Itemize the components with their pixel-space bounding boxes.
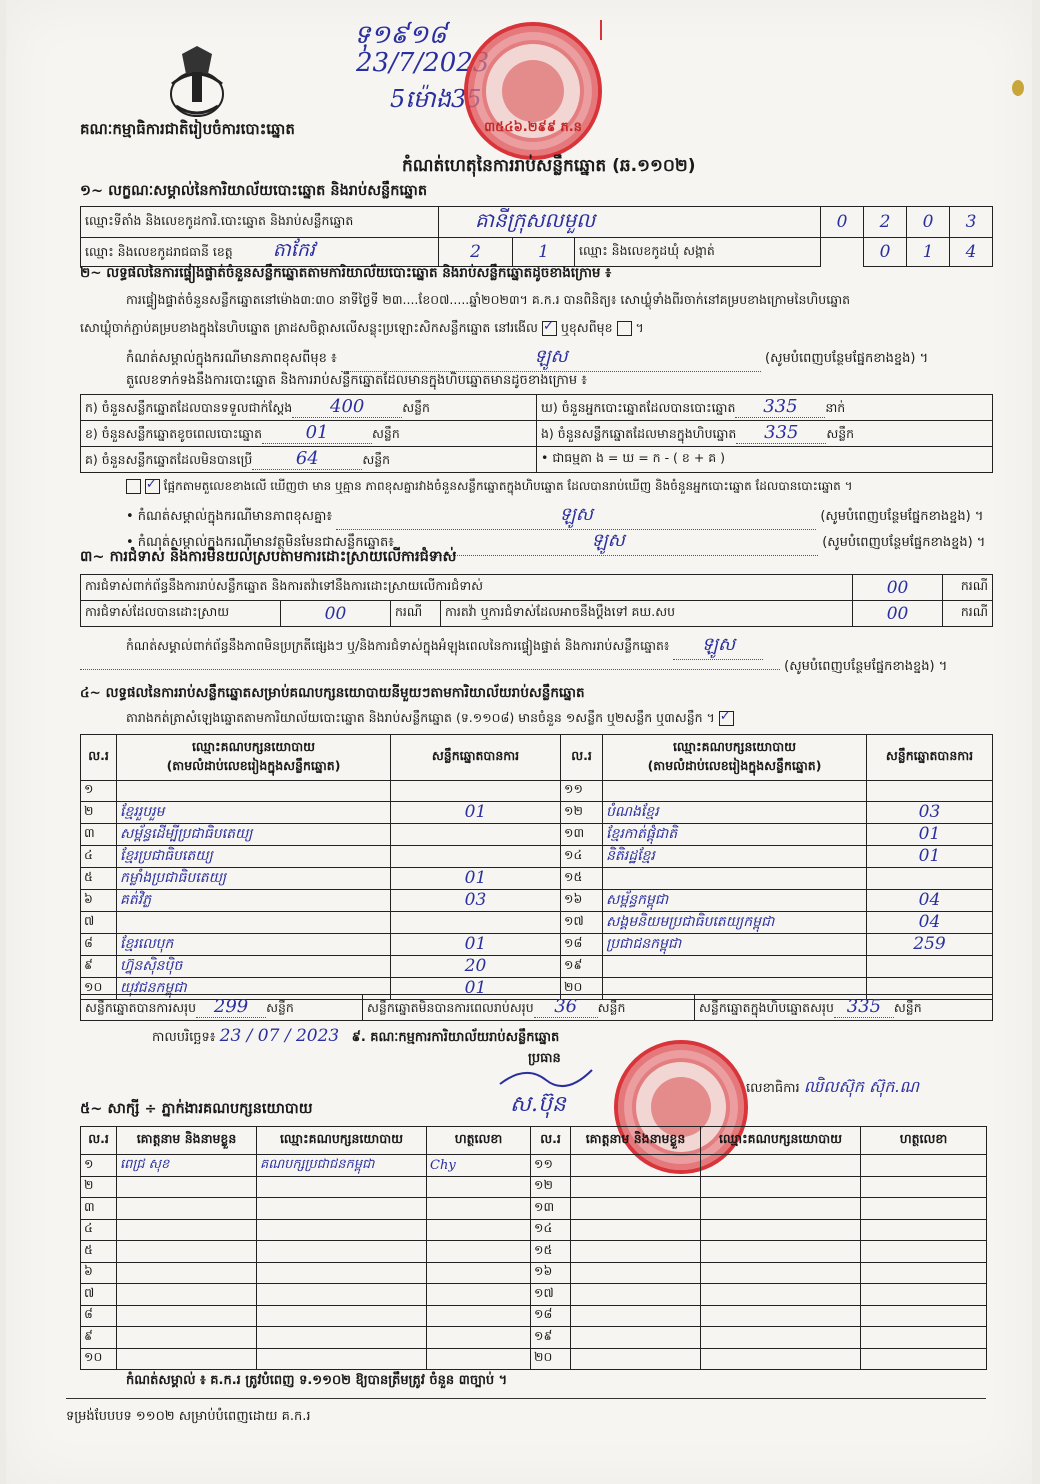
right-party: សង្គមនិយមប្រជាធិបតេយ្យកម្ពុជា (603, 911, 867, 933)
province-code-digit: 2 (439, 238, 513, 267)
left-no: ៧ (81, 1284, 117, 1306)
section5-heading: ៥~ សាក្សី ÷ ភ្នាក់ងារគណបក្សនយោបាយ (80, 1101, 313, 1117)
table-row (81, 1241, 987, 1263)
total-valid-label: សន្លឹកឆ្នោតបានការសរុប (85, 1000, 197, 1015)
left-no: ២ (81, 801, 117, 823)
sheet-count-3-checkbox (719, 711, 734, 726)
chair-signature: ស.ប៊ុន (510, 1092, 566, 1117)
left-no: ១០ (81, 977, 117, 999)
handwritten-date: 23/7/2023 (356, 48, 490, 78)
col-party-subtitle: (តាមលំដាប់លេខរៀងក្នុងសន្លឹកឆ្នោត) (647, 757, 822, 773)
table-row (81, 845, 993, 867)
note-value: ឡូស (341, 344, 761, 372)
right-name (571, 1348, 701, 1370)
right-party (701, 1327, 861, 1349)
bullet1-hint: (សូមបំពេញបន្ថែមផ្នែកខាងខ្នង) ។ (820, 509, 984, 524)
right-no: ១៣ (531, 1198, 571, 1220)
objection-table (80, 574, 993, 627)
left-no: ១ (81, 781, 117, 802)
left-name (117, 1284, 257, 1306)
col-no: ល.រ (561, 735, 603, 781)
left-name (117, 1198, 257, 1220)
chair-label: ប្រធាន (528, 1051, 561, 1066)
objection-resolved-label: ការជំទាស់ដែលបានដោះស្រាយ (81, 601, 281, 627)
table-intro: តួលេខទាក់ទងនឹងការបោះឆ្នោត និងការរាប់សន្លឹកឆ្នោតដែលមានក្នុងហិបឆ្នោតមានដូចខាងក្រោម ៖ (126, 373, 587, 388)
right-no: ១៣ (561, 823, 603, 845)
right-party (701, 1305, 861, 1327)
note-hint: (សូមបំពេញបន្ថែមផ្នែកខាងខ្នង) ។ (765, 351, 929, 366)
left-party (257, 1284, 427, 1306)
totals-table (80, 994, 993, 1021)
left-no: ៥ (81, 1241, 117, 1263)
left-name (117, 1305, 257, 1327)
total-invalid-value: 36 (534, 996, 598, 1018)
right-votes: 03 (867, 801, 993, 823)
left-party: ហ្វ៊ុនស៊ិនប៉ិច (117, 955, 391, 977)
total-box-label: សន្លឹកឆ្នោតក្នុងហិបឆ្នោតសរុប (699, 1000, 834, 1015)
left-party (257, 1305, 427, 1327)
unit: សន្លឹក (893, 1000, 922, 1015)
left-votes: 01 (391, 867, 561, 889)
unit: សន្លឹក (597, 1000, 626, 1015)
province-name: តាកែវ (272, 239, 315, 261)
unused-value: 64 (252, 448, 362, 470)
footnote: កំណត់សម្គាល់ ៖ គ.ក.រ ត្រូវបំពេញ ទ.១១០២ ឱ្យបានត្រឹមត្រូវ ចំនួន ៣ច្បាប់ ។ (126, 1373, 508, 1388)
table-row (81, 823, 993, 845)
right-party: ប្រជាជនកម្ពុជា (603, 933, 867, 955)
right-votes: 01 (867, 845, 993, 867)
right-party (701, 1348, 861, 1370)
right-sign (861, 1155, 987, 1177)
right-sign (861, 1219, 987, 1241)
bullet1-label: • កំណត់សម្គាល់ក្នុងករណីមានភាពខុសគ្នា៖ (126, 509, 333, 524)
right-sign (861, 1305, 987, 1327)
bullet2-hint: (សូមបំពេញបន្ថែមផ្នែកខាងខ្នង) ។ (822, 535, 986, 550)
right-no: ១៩ (531, 1327, 571, 1349)
left-party (257, 1219, 427, 1241)
left-party (257, 1176, 427, 1198)
objection-row1-value: 00 (853, 575, 943, 601)
irregularity-hint-line (80, 658, 986, 677)
right-no: ១៨ (561, 933, 603, 955)
appeal-label: ការតវ៉ា ឬការជំទាស់ដែលអាចនឹងប្តឹងទៅ គឃ.សប (441, 601, 853, 627)
right-name (571, 1327, 701, 1349)
left-name (117, 1176, 257, 1198)
date-value: 23 / 07 / 2023 (219, 1026, 340, 1046)
left-votes: 01 (391, 801, 561, 823)
left-party (257, 1262, 427, 1284)
col-party-subtitle: (តាមលំដាប់លេខរៀងក្នុងសន្លឹកឆ្នោត) (166, 757, 341, 773)
document-page (6, 0, 1032, 1484)
left-no: ៩ (81, 1327, 117, 1349)
station-code-digit: 0 (821, 207, 864, 238)
station-code-digit: 2 (864, 207, 907, 238)
right-votes: 01 (867, 823, 993, 845)
commune-code-digit: 0 (864, 238, 907, 267)
secretary-label: លេខាធិការ (746, 1081, 800, 1096)
right-sign (861, 1198, 987, 1220)
left-no: ២ (81, 1176, 117, 1198)
unit: នាក់ (825, 400, 846, 415)
right-sign (861, 1176, 987, 1198)
table-row (81, 1176, 987, 1198)
spoiled-label: ខ) ចំនួនសន្លឹកឆ្នោតខូចពេលបោះឆ្នោត (85, 426, 263, 441)
left-party: សម្ព័ន្ធដើម្បីប្រជាធិបតេយ្យ (117, 823, 391, 845)
table-row (81, 1198, 987, 1220)
left-no: ៥ (81, 867, 117, 889)
right-votes: 04 (867, 889, 993, 911)
table-row (81, 955, 993, 977)
unused-label: គ) ចំនួនសន្លឹកឆ្នោតដែលមិនបានប្រើ (85, 452, 253, 467)
right-no: ១៧ (531, 1284, 571, 1306)
right-no: ១៤ (531, 1219, 571, 1241)
unit: សន្លឹក (826, 426, 855, 441)
right-no: ១៧ (561, 911, 603, 933)
left-sign (427, 1198, 531, 1220)
col-no: ល.រ (81, 735, 117, 781)
official-seal-stamp (464, 22, 602, 160)
in-box-value: 335 (736, 422, 826, 444)
table-row (81, 801, 993, 823)
unit: សន្លឹក (372, 426, 400, 441)
col-party-title: ឈ្មោះគណបក្សនយោបាយ (672, 738, 797, 754)
note-label: កំណត់សម្គាល់ក្នុងករណីមានភាពខុសពីមុខ ៖ (126, 351, 337, 366)
col-sign: ហត្ថលេខា (861, 1127, 987, 1155)
left-no: ៨ (81, 1305, 117, 1327)
left-name (117, 1241, 257, 1263)
col-party (603, 735, 867, 781)
right-name (571, 1241, 701, 1263)
right-no: ១១ (531, 1155, 571, 1177)
right-no: ១៥ (531, 1241, 571, 1263)
left-party (117, 781, 391, 802)
party-results-table (80, 734, 993, 1000)
right-party (603, 781, 867, 802)
right-no: ១២ (531, 1176, 571, 1198)
in-box-label: ង) ចំនួនសន្លឹកឆ្នោតដែលមានក្នុងហិបឆ្នោត (541, 426, 737, 441)
table-row (81, 1284, 987, 1306)
left-party: ខ្មែរលេបុក (117, 933, 391, 955)
right-party (701, 1155, 861, 1177)
right-no: ១២ (561, 801, 603, 823)
table-row (81, 889, 993, 911)
form-title: កំណត់ហេតុនៃការរាប់សន្លឹកឆ្នោត (ឆ.១១០២) (402, 156, 696, 176)
right-name (571, 1155, 701, 1177)
left-sign (427, 1327, 531, 1349)
section4-intro (126, 710, 734, 729)
difference-line (126, 478, 852, 496)
right-name (571, 1176, 701, 1198)
right-no: ១១ (561, 781, 603, 802)
right-party (701, 1284, 861, 1306)
objection-resolved-value: 00 (281, 601, 391, 627)
left-party: ខ្មែររួបរួម (117, 801, 391, 823)
right-party (701, 1176, 861, 1198)
seal-check-line: សោឃ្លុំចាក់ភ្ជាប់គម្របខាងក្នុងនៃហិបឆ្នោត ត្រាដសចិត្តាសលើសន្លុះប្រឡោះសិកសន្លឹកឆ្នោត នៅរងើល ✓ ឬខុសពីមុខ ។ (80, 320, 644, 339)
left-votes (391, 823, 561, 845)
right-no: ១៦ (561, 889, 603, 911)
right-party: បំណងខ្មែរ (603, 801, 867, 823)
blank-dotted-line (80, 669, 780, 670)
date-label: កាលបរិច្ឆេទ៖ (152, 1030, 216, 1045)
seal-diff-checkbox (617, 321, 632, 336)
right-no: ១៥ (561, 867, 603, 889)
seal-ok-checkbox (542, 321, 557, 336)
left-votes (391, 781, 561, 802)
left-sign (427, 1348, 531, 1370)
left-sign (427, 1241, 531, 1263)
red-mark (600, 20, 602, 40)
date-line (152, 1026, 559, 1048)
left-votes: 03 (391, 889, 561, 911)
bullet2-label: • កំណត់សម្គាល់ក្នុងករណីមានវត្ថុមិនមែនជាសន្លឹកឆ្នោត៖ (126, 535, 394, 550)
commune-label: ឈ្មោះ និងលេខកូដឃុំ សង្កាត់ (575, 238, 821, 267)
stamp-number: ៣៥៤៦.២៩៩ ភ.ន (484, 119, 582, 135)
unit: សន្លឹក (266, 1000, 294, 1015)
left-votes (391, 911, 561, 933)
right-name (571, 1305, 701, 1327)
right-no: ២០ (531, 1348, 571, 1370)
left-party (257, 1198, 427, 1220)
table-row (81, 781, 993, 802)
right-sign (861, 1327, 987, 1349)
right-votes (867, 781, 993, 802)
left-votes: 01 (391, 933, 561, 955)
right-votes: 04 (867, 911, 993, 933)
col-name: គោត្តនាម និងនាមខ្លួន (571, 1127, 701, 1155)
difference-text: ផ្អែកតាមតួលេខខាងលើ ឃើញថា មាន ឬគ្មាន ភាពខុសគ្នារវាងចំនួនសន្លឹកឆ្នោតក្នុងហិបឆ្នោត ដែលបានរាប់ឃើញ និងចំនួនអ្នកបោះឆ្នោត ដែលបានបោះឆ្នោត ។ (163, 479, 853, 493)
left-no: ៣ (81, 1198, 117, 1220)
irregularity-note-label: កំណត់សម្គាល់ពាក់ព័ន្ធនឹងភាពមិនប្រក្រតីផ្សេងៗ ឬ/និងការជំទាស់ក្នុងអំឡុងពេលនៃការផ្ទៀងផ្ទាត់ និងការរាប់សន្លឹកឆ្នោត៖ (126, 638, 670, 653)
left-no: ៨ (81, 933, 117, 955)
table-row (81, 911, 993, 933)
commune-code-digit: 1 (907, 238, 950, 267)
col-no: ល.រ (81, 1127, 117, 1155)
left-party (257, 1241, 427, 1263)
left-sign (427, 1262, 531, 1284)
unit: សន្លឹក (362, 452, 391, 467)
national-emblem-icon (162, 44, 232, 120)
right-name (571, 1198, 701, 1220)
received-value: 400 (292, 396, 402, 418)
left-no: ៧ (81, 911, 117, 933)
right-votes: 259 (867, 933, 993, 955)
right-no: ១៦ (531, 1262, 571, 1284)
unit: ករណី (391, 601, 441, 627)
left-party (257, 1327, 427, 1349)
right-name (571, 1219, 701, 1241)
province-label: ឈ្មោះ និងលេខកូដរាជធានី ខេត្ត (85, 244, 233, 259)
right-sign (861, 1348, 987, 1370)
right-party (603, 867, 867, 889)
right-party (603, 955, 867, 977)
chair-signature-scribble (496, 1062, 596, 1092)
table-row (81, 1262, 987, 1284)
left-votes: 20 (391, 955, 561, 977)
table-row (81, 1219, 987, 1241)
right-votes (867, 955, 993, 977)
ballot-count-table (80, 394, 993, 473)
has-difference-checkbox (126, 479, 141, 494)
left-sign (427, 1284, 531, 1306)
no-difference-checkbox (145, 479, 160, 494)
right-name (571, 1262, 701, 1284)
left-sign (427, 1219, 531, 1241)
left-party: កម្លាំងប្រជាធិបតេយ្យ (117, 867, 391, 889)
right-sign (861, 1262, 987, 1284)
left-sign (427, 1305, 531, 1327)
handwritten-ref-number: ទុ១៩១៨ (354, 20, 447, 50)
irregularity-note-line (126, 632, 763, 660)
unit: ករណី (943, 575, 993, 601)
verification-time-line: ការផ្ទៀងផ្ទាត់ចំនួនសន្លឹកឆ្នោតនៅម៉ោង៣:៣០ នាទីថ្ងៃទី ២៣....ខែ០៧.....ឆ្នាំ២០២៣។ គ.ក.រ បានពិនិត្យ៖ សោឃ្លុំទាំងពីរចាក់នៅគម្របខាងក្រោមនៃហិបឆ្នោត (126, 292, 851, 307)
form-footer: ទម្រង់បែបបទ ១១០២ សម្រាប់បំពេញដោយ គ.ក.រ (66, 1409, 311, 1424)
commune-code-digit: 4 (950, 238, 993, 267)
right-no: ១៤ (561, 845, 603, 867)
left-party (117, 911, 391, 933)
seal-check-text: សោឃ្លុំចាក់ភ្ជាប់គម្របខាងក្នុងនៃហិបឆ្នោត ត្រាដសចិត្តាសលើសន្លុះប្រឡោះសិកសន្លឹកឆ្នោត នៅរងើល (80, 320, 538, 335)
organization-name: គណៈកម្មាធិការជាតិរៀបចំការបោះឆ្នោត (80, 120, 295, 138)
right-no: ១៩ (561, 955, 603, 977)
right-party: ខ្មែរកាត់ផ្ដុំជាតិ (603, 823, 867, 845)
table-row (81, 1348, 987, 1370)
ink-dot (1012, 80, 1024, 96)
unit: សន្លឹក (402, 400, 430, 415)
station-code-digit: 0 (907, 207, 950, 238)
col-party: ឈ្មោះគណបក្សនយោបាយ (257, 1127, 427, 1155)
bullet2-value: ឡូស (398, 528, 818, 556)
handwritten-time: 5ម៉ោង35 (390, 85, 482, 113)
committee-label: ៩. គណៈកម្មការការិយាល័យរាប់សន្លឹកឆ្នោត (351, 1030, 560, 1045)
irregularity-note-value: ឡូស (673, 632, 763, 660)
spoiled-value: 01 (262, 422, 372, 444)
section4-intro-text: តារាងកត់ត្រាសំឡេងឆ្នោតតាមការិយាល័យបោះឆ្នោត និងរាប់សន្លឹកឆ្នោត (ទ.១១០៨) មានចំនួន ១សន្លឹក ឬ២សន្លឹក ឬ៣សន្លឹក ។ (126, 710, 715, 725)
left-party: គត់វិភ្ល (117, 889, 391, 911)
right-sign (861, 1284, 987, 1306)
right-no: ១៨ (531, 1305, 571, 1327)
right-name (571, 1284, 701, 1306)
left-no: ៩ (81, 955, 117, 977)
left-no: ៣ (81, 823, 117, 845)
section4-heading: ៤~ លទ្ធផលនៃការរាប់សន្លឹកឆ្នោតសម្រាប់គណបក្សនយោបាយនីមួយៗតាមការិយាល័យរាប់សន្លឹកឆ្នោត (80, 685, 585, 701)
left-no: ៤ (81, 845, 117, 867)
secretary-line (746, 1076, 919, 1100)
left-votes: 01 (391, 977, 561, 999)
right-party (701, 1241, 861, 1263)
total-invalid-label: សន្លឹកឆ្នោតមិនបានការពេលរាប់សរុប (367, 1000, 534, 1015)
left-party (257, 1348, 427, 1370)
left-party: យុវជនកម្ពុជា (117, 977, 391, 999)
witness-table (80, 1126, 987, 1370)
left-sign (427, 1176, 531, 1198)
col-sign: ហត្ថលេខា (427, 1127, 531, 1155)
unit: ករណី (943, 601, 993, 627)
col-votes: សន្លឹកឆ្នោតបានការ (867, 735, 993, 781)
right-party (701, 1219, 861, 1241)
received-label: ក) ចំនួនសន្លឹកឆ្នោតដែលបានទទួលជាក់ស្តែង (85, 400, 293, 415)
left-no: ៤ (81, 1219, 117, 1241)
bullet1-value: ឡូស (336, 502, 816, 530)
col-no: ល.រ (531, 1127, 571, 1155)
col-party: ឈ្មោះគណបក្សនយោបាយ (701, 1127, 861, 1155)
section1-heading: ១~ លក្ខណៈសម្គាល់នៃការិយាល័យបោះឆ្នោត និងរាប់សន្លឹកឆ្នោត (80, 183, 428, 199)
footer-divider (66, 1398, 986, 1399)
col-party (117, 735, 391, 781)
right-sign (861, 1241, 987, 1263)
station-name-label: ឈ្មោះទីតាំង និងលេខកូដការិ.បោះឆ្នោត និងរាប់សន្លឹកឆ្នោត (81, 207, 439, 238)
voters-value: 335 (735, 396, 825, 418)
col-party-title: ឈ្មោះគណបក្សនយោបាយ (191, 738, 316, 754)
left-name (117, 1219, 257, 1241)
left-name (117, 1327, 257, 1349)
col-name: គោត្តនាម និងនាមខ្លួន (117, 1127, 257, 1155)
seal-diff-text: ឬខុសពីមុខ (560, 320, 613, 335)
total-box-value: 335 (834, 996, 894, 1018)
left-name (117, 1262, 257, 1284)
formula-text: • ជាធម្មតា ង = ឃ = ក - ( ខ + គ ) (537, 447, 993, 473)
note-line (126, 344, 986, 372)
col-votes: សន្លឹកឆ្នោតបានការ (391, 735, 561, 781)
right-party: និតិរដ្ឋខ្មែរ (603, 845, 867, 867)
left-no: ៦ (81, 889, 117, 911)
left-name (117, 1348, 257, 1370)
section3-heading: ៣~ ការជំទាស់ និងការមិនយល់ស្របតាមការដោះស្រាយលើការជំទាស់ (80, 549, 457, 565)
left-party: គណបក្សប្រជាជនកម្ពុជា (257, 1155, 427, 1177)
station-code-digit: 3 (950, 207, 993, 238)
irregularity-hint: (សូមបំពេញបន្ថែមផ្នែកខាងខ្នង) ។ (784, 659, 948, 674)
total-valid-value: 299 (196, 996, 266, 1018)
right-party: សម្ព័ន្ធកម្ពុជា (603, 889, 867, 911)
bullet1-line (126, 502, 986, 530)
right-no: ២០ (561, 977, 603, 999)
left-sign: Chy (427, 1155, 531, 1177)
table-row (81, 867, 993, 889)
right-party (701, 1262, 861, 1284)
province-code-digit: 1 (513, 238, 575, 267)
station-info-table (80, 206, 993, 267)
left-no: ៦ (81, 1262, 117, 1284)
right-party (701, 1198, 861, 1220)
station-name-value: គានីក្រុសលមួល (439, 207, 821, 238)
table-row (81, 1327, 987, 1349)
left-party: ខ្មែរប្រជាធិបតេយ្យ (117, 845, 391, 867)
table-row (81, 1155, 987, 1177)
left-no: ១ (81, 1155, 117, 1177)
left-name: ពេជ្រ សុខ (117, 1155, 257, 1177)
table-row (81, 1305, 987, 1327)
right-votes (867, 867, 993, 889)
objection-row1-label: ការជំទាស់ពាក់ព័ន្ធនឹងការរាប់សន្លឹកឆ្នោត និងការតវ៉ាទៅនឹងការដោះស្រាយលើការជំទាស់ (81, 575, 853, 601)
left-votes (391, 845, 561, 867)
secretary-signature: ឈិលស៊ុក ស៊ុក.ណ (803, 1077, 920, 1096)
left-no: ១០ (81, 1348, 117, 1370)
section2-heading: ២~ លទ្ធផលនៃការផ្ទៀងផ្ទាត់ចំនួនសន្លឹកឆ្នោតតាមការិយាល័យបោះឆ្នោត និងរាប់សន្លឹកឆ្នោតដូចខាងក្រោម ៖ (80, 265, 612, 281)
appeal-value: 00 (853, 601, 943, 627)
voters-label: ឃ) ចំនួនអ្នកបោះឆ្នោតដែលបានបោះឆ្នោត (541, 400, 736, 415)
table-row (81, 933, 993, 955)
